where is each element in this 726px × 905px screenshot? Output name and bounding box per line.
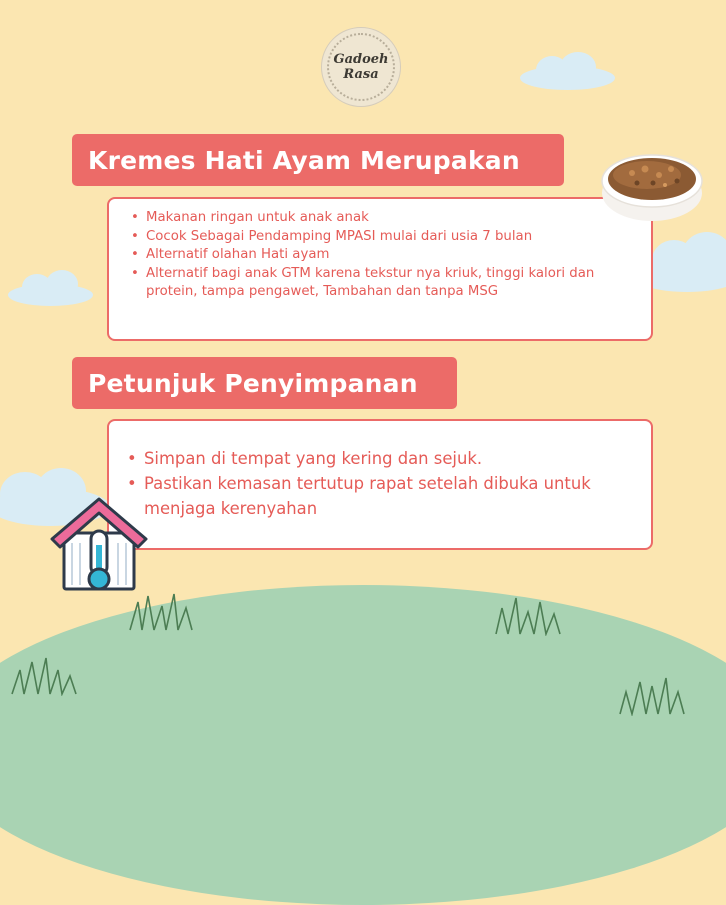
list-item: • Makanan ringan untuk anak anak xyxy=(127,209,641,228)
grass-icon xyxy=(10,656,80,696)
section-title xyxy=(72,134,564,186)
storage-list xyxy=(125,446,637,521)
feature-list xyxy=(127,209,641,302)
storage-card xyxy=(107,419,653,550)
green-hill xyxy=(0,585,726,905)
grass-icon xyxy=(618,676,688,716)
cloud-icon xyxy=(8,270,93,306)
list-item: • Alternatif olahan Hati ayam xyxy=(127,246,641,265)
section-title xyxy=(72,357,457,409)
section-title-text: Petunjuk Penyimpanan xyxy=(88,368,418,398)
logo-text-line2: Rasa xyxy=(343,67,379,82)
grass-icon xyxy=(128,592,198,632)
house-thermometer-icon xyxy=(48,495,150,593)
list-item: • Simpan di tempat yang kering dan sejuk. xyxy=(125,446,637,471)
logo-text-line1: Gadoeh xyxy=(333,52,389,67)
cloud-icon xyxy=(520,52,615,92)
brand-logo xyxy=(321,27,401,107)
list-item: • Alternatif bagi anak GTM karena tekstur nya kriuk, tinggi kalori dan protein, tampa pengawet, Tambahan dan tanpa MSG xyxy=(127,265,641,302)
info-card xyxy=(107,197,653,341)
snack-bowl-icon xyxy=(597,145,707,225)
grass-icon xyxy=(494,596,564,636)
list-item: • Cocok Sebagai Pendamping MPASI mulai dari usia 7 bulan xyxy=(127,228,641,247)
list-item: • Pastikan kemasan tertutup rapat setelah dibuka untuk menjaga kerenyahan xyxy=(125,471,637,521)
section-title-text: Kremes Hati Ayam Merupakan xyxy=(88,145,520,175)
